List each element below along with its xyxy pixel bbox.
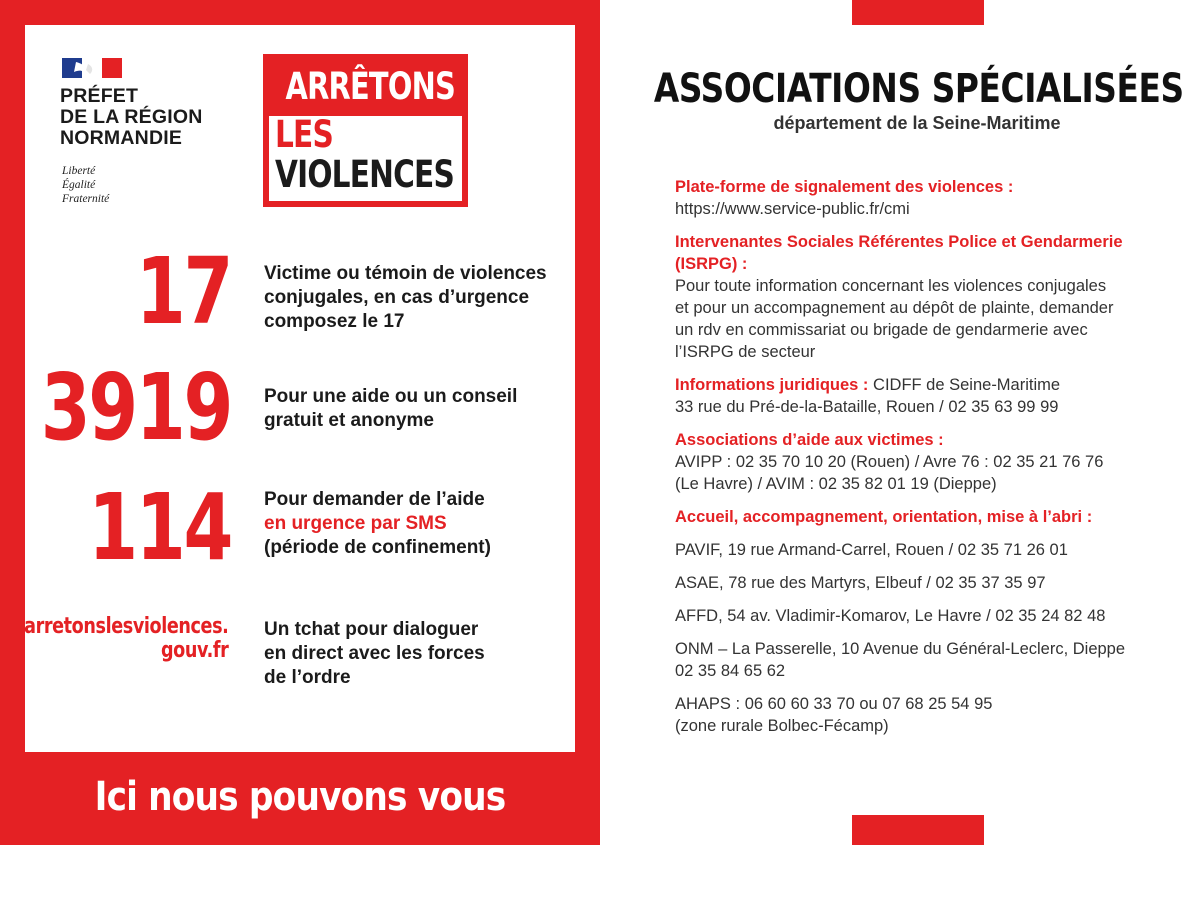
- number-17-description: [264, 262, 547, 334]
- entry-affd: [675, 605, 1175, 627]
- entry-onm: [675, 638, 1175, 682]
- prefet-line: PRÉFET: [60, 85, 139, 107]
- entry-label: Plate-forme de signalement des violences :: [675, 178, 1014, 196]
- signalement-url-link[interactable]: https://www.service-public.fr/cmi: [675, 200, 910, 218]
- desc-line: gratuit et anonyme: [264, 410, 434, 431]
- desc-line: Victime ou témoin de violences: [264, 263, 547, 284]
- entry-victimes: [675, 429, 1175, 495]
- entry-text: (zone rurale Bolbec-Fécamp): [675, 717, 889, 735]
- entry-text: 02 35 84 65 62: [675, 662, 786, 680]
- url-line: arretonslesviolences.: [23, 614, 228, 639]
- entry-signalement: [675, 176, 1175, 220]
- motto-line: Égalité: [62, 179, 96, 191]
- number-17: 17: [135, 238, 231, 345]
- number-114: 114: [88, 474, 231, 581]
- entry-text: AHAPS : 06 60 60 33 70 ou 07 68 25 54 95: [675, 695, 993, 713]
- entry-text: PAVIF, 19 rue Armand-Carrel, Rouen / 02 35 71 26 01: [675, 541, 1068, 559]
- entry-asae: [675, 572, 1175, 594]
- entry-label: Intervenantes Sociales Référentes Police et Gendarmerie: [675, 233, 1123, 251]
- prefet-title: [60, 86, 203, 149]
- entry-accueil: [675, 506, 1175, 528]
- entry-text: AVIPP : 02 35 70 10 20 (Rouen) / Avre 76 : 02 35 21 76 76: [675, 453, 1104, 471]
- entry-text: l’ISRPG de secteur: [675, 343, 816, 361]
- associations-title: ASSOCIATIONS SPÉCIALISÉES: [653, 66, 1184, 112]
- desc-line: (période de confinement): [264, 537, 491, 558]
- entry-text: ASAE, 78 rue des Martyrs, Elbeuf / 02 35 37 35 97: [675, 574, 1046, 592]
- tchat-url-link[interactable]: [24, 615, 228, 663]
- prefet-line: DE LA RÉGION: [60, 106, 203, 128]
- entry-text: Pour toute information concernant les violences conjugales: [675, 277, 1107, 295]
- marianne-logo-icon: [62, 58, 122, 78]
- desc-line: Pour une aide ou un conseil: [264, 386, 518, 407]
- entry-text: 33 rue du Pré-de-la-Bataille, Rouen / 02 35 63 99 99: [675, 398, 1059, 416]
- desc-line: conjugales, en cas d’urgence: [264, 287, 530, 308]
- desc-line: Un tchat pour dialoguer: [264, 619, 479, 640]
- desc-line: en direct avec les forces: [264, 643, 485, 664]
- entry-label: Associations d’aide aux victimes :: [675, 431, 944, 449]
- entry-text: ONM – La Passerelle, 10 Avenue du Général-Leclerc, Dieppe: [675, 640, 1126, 658]
- entry-ahaps: [675, 693, 1175, 737]
- number-3919-description: [264, 385, 517, 433]
- desc-highlight: en urgence par SMS: [264, 513, 447, 534]
- associations-subtitle: département de la Seine-Maritime: [773, 113, 1061, 133]
- badge-line-2: LES: [275, 113, 333, 156]
- arretons-badge: [263, 54, 468, 207]
- motto-line: Liberté: [62, 165, 96, 177]
- entry-pavif: [675, 539, 1175, 561]
- entry-juridique: [675, 374, 1175, 418]
- entry-text: CIDFF de Seine-Maritime: [868, 376, 1061, 394]
- entry-label: (ISRPG) :: [675, 255, 748, 273]
- motto-line: Fraternité: [62, 193, 110, 205]
- tchat-description: [264, 618, 485, 690]
- entry-text: un rdv en commissariat ou brigade de gendarmerie avec: [675, 321, 1088, 339]
- bottom-red-bar: [852, 815, 984, 845]
- badge-line-3: VIOLENCES: [275, 153, 454, 196]
- desc-line: composez le 17: [264, 311, 405, 332]
- associations-list: [675, 176, 1175, 748]
- desc-line: Pour demander de l’aide: [264, 489, 485, 510]
- number-3919: 3919: [40, 354, 231, 461]
- entry-isrpg: [675, 231, 1175, 363]
- url-line: gouv.fr: [160, 638, 228, 663]
- desc-line: de l’ordre: [264, 667, 351, 688]
- motto: [62, 164, 109, 206]
- entry-text: AFFD, 54 av. Vladimir-Komarov, Le Havre / 02 35 24 82 48: [675, 607, 1106, 625]
- entry-text: et pour un accompagnement au dépôt de plainte, demander: [675, 299, 1114, 317]
- top-red-bar: [852, 0, 984, 25]
- slogan: Ici nous pouvons vous aider: [94, 774, 506, 895]
- number-114-description: [264, 488, 491, 560]
- entry-label: Informations juridiques :: [675, 376, 869, 394]
- entry-label: Accueil, accompagnement, orientation, mise à l’abri :: [675, 508, 1093, 526]
- prefet-line: NORMANDIE: [60, 127, 183, 149]
- badge-line-1: ARRÊTONS: [285, 65, 455, 108]
- entry-text: (Le Havre) / AVIM : 02 35 82 01 19 (Dieppe): [675, 475, 997, 493]
